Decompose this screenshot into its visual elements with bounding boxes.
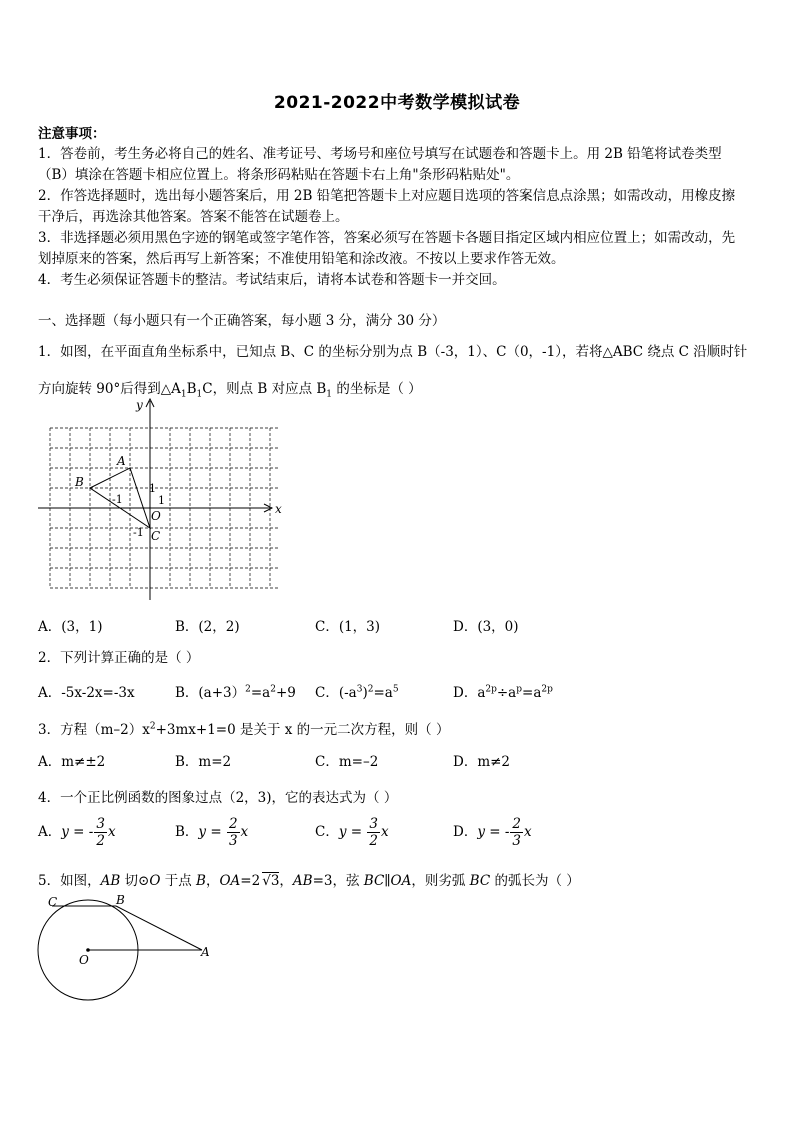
q2-option-d[interactable]: D．$a^{2p}\div a^p=a^{2p}$ xyxy=(453,684,553,701)
q3-option-d[interactable]: D．m≠2 xyxy=(453,754,511,770)
notice-line: 划掉原来的答案，然后再写上新答案；不准使用铅笔和涂改液。不按以上要求作答无效。 xyxy=(38,251,565,267)
tick-label: 1 xyxy=(158,494,165,507)
point-a-label: A xyxy=(117,454,126,468)
q4-option-d[interactable]: D．y = - $\frac{2}{3}$ x xyxy=(453,816,532,849)
notice-line: 1．答卷前，考生务必将自己的姓名、准考证号、考场号和座位号填写在试题卷和答题卡上。用 2B 铅笔将试卷类型 xyxy=(38,146,722,162)
point-b-label: B xyxy=(75,475,84,489)
notice-line: 3．非选择题必须用黑色字迹的钢笔或签字笔作答，答案必须写在答题卡各题目指定区域内相应位置上；如需改动，先 xyxy=(38,230,736,246)
q5-circle-figure xyxy=(30,893,230,1008)
q4-option-a[interactable]: A．y = - $\frac{3}{2}$ x xyxy=(38,816,116,849)
point-a-label: A xyxy=(201,945,210,959)
notice-line: （B）填涂在答题卡相应位置上。将条形码粘贴在答题卡右上角"条形码粘贴处"。 xyxy=(38,167,520,183)
q1-stem-line1: 1．如图，在平面直角坐标系中，已知点 B、C 的坐标分别为点 B（-3，1）、C（0，-1），若将△ABC 绕点 C 沿顺时针 xyxy=(38,344,748,360)
x-axis-label: x xyxy=(275,502,282,516)
q2-option-c[interactable]: C．$(-a^3)^2=a^5$ xyxy=(315,684,399,701)
q5-stem: 5．如图，AB 切⊙O 于点 B，OA=2 √3，AB=3，弦 BC∥OA，则劣弧 BC 的弧长为（ ） xyxy=(38,873,580,889)
point-c-label: C xyxy=(151,529,161,543)
q4-stem: 4．一个正比例函数的图象过点（2，3)，它的表达式为（ ） xyxy=(38,790,398,806)
notice-line: 干净后，再选涂其他答案。答案不能答在试题卷上。 xyxy=(38,209,349,225)
point-c-label: C xyxy=(48,895,58,909)
tick-label: -1 xyxy=(112,493,123,506)
q3-stem: 3．方程$(m-2)x^2+3mx+1=0$ 是关于 x 的一元二次方程，则（ ） xyxy=(38,721,450,738)
section-heading: 一、选择题（每小题只有一个正确答案，每小题 3 分，满分 30 分） xyxy=(38,313,446,329)
q2-option-a[interactable]: A．-5x-2x=-3x xyxy=(38,685,135,701)
q1-stem-line2: 方向旋转 90°后得到$\triangle A_1B_1C$，则点 B 对应点 $B_1$ 的坐标是（ ） xyxy=(38,381,422,400)
q1-option-a[interactable]: A．(3，1) xyxy=(38,619,103,635)
q4-option-b[interactable]: B．y = $\frac{2}{3}$ x xyxy=(175,816,249,849)
tangent-ab xyxy=(116,906,202,950)
point-b-label: B xyxy=(116,893,125,907)
q2-stem: 2．下列计算正确的是（ ） xyxy=(38,650,200,666)
q1-option-d[interactable]: D．(3，0) xyxy=(453,619,519,635)
q3-option-c[interactable]: C．m=–2 xyxy=(315,754,379,770)
q2-option-b[interactable]: B．$(a+3)^2=a^2+9$ xyxy=(175,684,296,701)
notice-heading: 注意事项： xyxy=(38,126,106,142)
tick-label: 1 xyxy=(149,482,156,495)
origin-label: O xyxy=(151,509,161,523)
q1-coordinate-figure xyxy=(30,395,290,605)
notice-line: 2．作答选择题时，选出每小题答案后，用 2B 铅笔把答题卡上对应题目选项的答案信息点涂黑；如需改动，用橡皮擦 xyxy=(38,188,736,204)
q3-option-b[interactable]: B．m=2 xyxy=(175,754,232,770)
q1-option-c[interactable]: C．(1，3) xyxy=(315,619,381,635)
point-o-label: O xyxy=(79,953,89,967)
q3-option-a[interactable]: A．m≠±2 xyxy=(38,754,106,770)
page-title: 2021-2022中考数学模拟试卷 xyxy=(273,93,521,113)
y-axis-label: y xyxy=(136,398,143,412)
tick-label: -1 xyxy=(133,526,144,539)
notice-line: 4．考生必须保证答题卡的整洁。考试结束后，请将本试卷和答题卡一并交回。 xyxy=(38,272,506,288)
q1-option-b[interactable]: B．(2，2) xyxy=(175,619,240,635)
q4-option-c[interactable]: C．y = $\frac{3}{2}$ x xyxy=(315,816,389,849)
